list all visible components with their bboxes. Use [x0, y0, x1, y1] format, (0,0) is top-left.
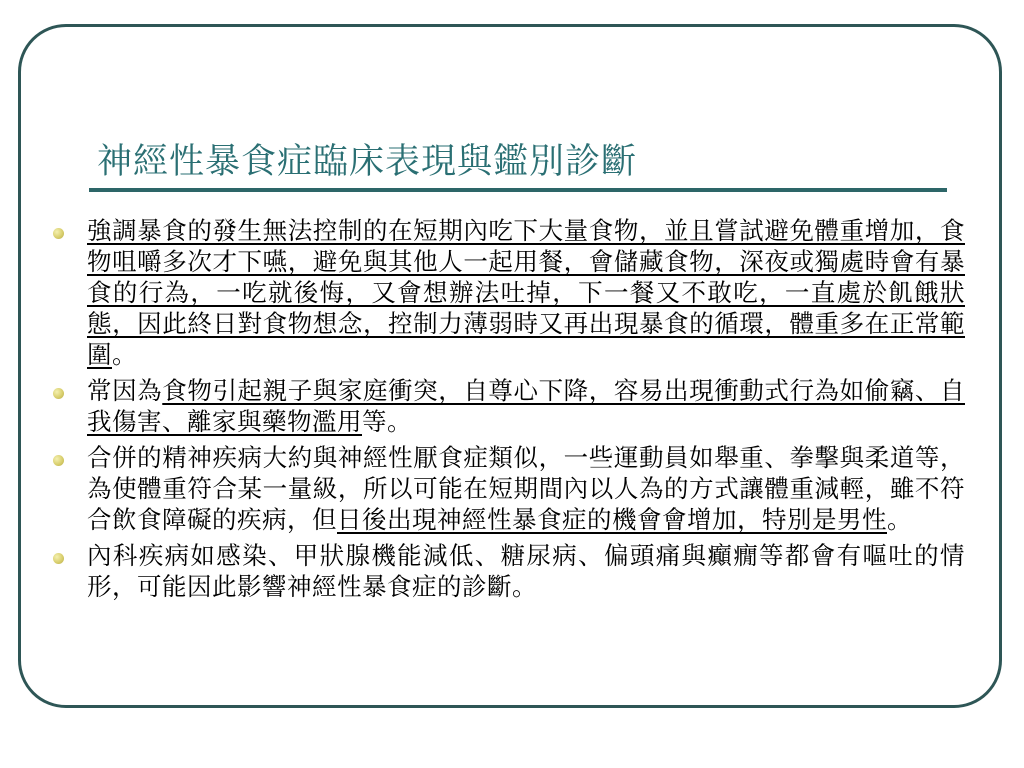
underlined-text: 日後出現神經性暴食症的機會會增加，特別是男性 — [337, 505, 887, 534]
bullet-item-4 — [53, 540, 965, 602]
plain-text: 常因為 — [87, 376, 163, 405]
bullet-text-3 — [87, 442, 965, 535]
bullet-item-3 — [53, 442, 965, 535]
bullet-item-2 — [53, 375, 965, 437]
bullet-dot-icon — [53, 455, 64, 466]
title-underline-rule — [89, 188, 947, 192]
bullet-text-2 — [87, 375, 965, 437]
plain-text: 內科疾病如感染、甲狀腺機能減低、糖尿病、偏頭痛與癲癇等都會有嘔吐的情形，可能因此影響神經性暴食症的診斷。 — [87, 541, 965, 601]
bullet-dot-icon — [53, 553, 64, 564]
plain-text: 。 — [112, 340, 137, 369]
bullet-list — [53, 215, 965, 607]
plain-text: 。 — [887, 505, 912, 534]
bullet-dot-icon — [53, 228, 64, 239]
underlined-text: 食物引起親子與家庭衝突，自尊心下降，容易出現衝動式行為如偷竊、自我傷害、離家與藥物濫用 — [87, 376, 965, 436]
plain-text: 等。 — [362, 407, 412, 436]
bullet-dot-icon — [53, 388, 64, 399]
underlined-text: 強調暴食的發生無法控制的在短期內吃下大量食物，並且嘗試避免體重增加，食物咀嚼多次才下嚥，避免與其他人一起用餐，會儲藏食物，深夜或獨處時會有暴食的行為，一吃就後悔，又會想辦法吐掉，下一餐又不敢吃，一直處於飢餓狀態，因此終日對食物想念，控制力薄弱時又再出現暴食的循環，體重多在正常範圍 — [87, 216, 965, 369]
bullet-text-1 — [87, 215, 965, 370]
slide-title: 神經性暴食症臨床表現與鑑別診斷 — [97, 142, 638, 182]
plain-text: 合併的精神疾病大約與神經性厭食症類似，一些運動員如舉重、拳擊與柔道等，為使體重符合某一量級，所以可能在短期間內以人為的方式讓體重減輕，雖不符合飲食障礙的疾病，但 — [87, 443, 965, 534]
bullet-text-4 — [87, 540, 965, 602]
bullet-item-1 — [53, 215, 965, 370]
